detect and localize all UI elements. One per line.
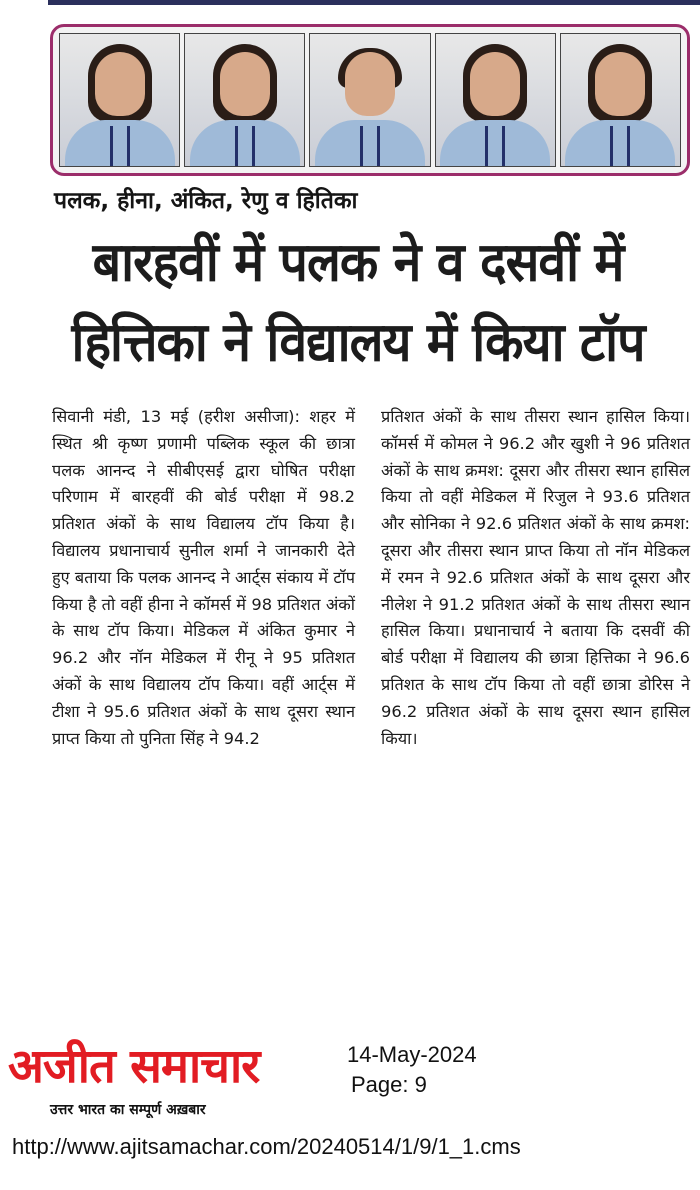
source-url[interactable]: http://www.ajitsamachar.com/20240514/1/9/1_1.cms xyxy=(12,1134,521,1159)
masthead-tagline: उत्तर भारत का सम्पूर्ण अख़बार xyxy=(50,1102,206,1118)
page-number: Page: 9 xyxy=(351,1072,427,1097)
photo-strip xyxy=(50,24,690,176)
headline xyxy=(38,222,678,382)
masthead-logo: अजीत समाचार xyxy=(8,1039,260,1094)
article-text-column-2: प्रतिशत अंकों के साथ तीसरा स्थान हासिल किया। कॉमर्स में कोमल ने 96.2 और खुशी ने 96 प्रतिशत अंकों के साथ क्रमश: दूसरा और तीसरा स्थान हासिल किया तो वहीं मेडिकल में रिजुल ने 93.6 प्रतिशत और सोनिका ने 92.6 प्रतिशत अंकों के साथ क्रमश: दूसरा और तीसरा स्थान प्राप्त किया तो नॉन मेडिकल में रमन ने 92.6 प्रतिशत अंकों के साथ दूसरा और नीलेश ने 91.2 प्रतिशत अंकों के साथ तीसरा स्थान हासिल किया। प्रधानाचार्य ने बताया कि दसवीं की बोर्ड परीक्षा में विद्यालय की छात्रा हित्तिका ने 96.6 प्रतिशत के साथ टॉप किया तो वहीं छात्रा डोरिस ने 96.2 प्रतिशत अंकों के साथ दूसरा स्थान हासिल किया। xyxy=(381,407,690,748)
student-photo-heena xyxy=(184,33,305,167)
photo-caption: पलक, हीना, अंकित, रेणु व हितिका xyxy=(54,188,358,214)
publication-date: 14-May-2024 xyxy=(347,1042,477,1067)
article-column-1 xyxy=(52,404,355,752)
top-rule xyxy=(48,0,700,5)
student-photo-hitika xyxy=(560,33,681,167)
headline-line-2: हित्तिका ने विद्यालय में किया टॉप xyxy=(71,310,645,374)
article-column-2 xyxy=(381,404,690,752)
student-photo-ankit xyxy=(309,33,430,167)
headline-line-1: बारहवीं में पलक ने व दसवीं में xyxy=(92,230,624,294)
article-text-column-1: सिवानी मंडी, 13 मई (हरीश असीजा): शहर में स्थित श्री कृष्ण प्रणामी पब्लिक स्कूल की छात्रा पलक आनन्द ने सीबीएसई द्वारा घोषित परीक्षा परिणाम में बारहवीं की बोर्ड परीक्षा में 98.2 प्रतिशत अंकों के साथ विद्यालय टॉप किया है। विद्यालय प्रधानाचार्य सुनील शर्मा ने जानकारी देते हुए बताया कि पलक आनन्द ने आर्ट्स संकाय में टॉप किया है तो वहीं हीना ने कॉमर्स में 98 प्रतिशत अंकों के साथ टॉप किया। मेडिकल में अंकित कुमार ने 96.2 और नॉन मेडिकल में रीनू ने 95 प्रतिशत अंकों के साथ विद्यालय टॉप किया। वहीं आर्ट्स में टीशा ने 95.6 प्रतिशत अंकों के साथ दूसरा स्थान प्राप्त किया तो पुनिता सिंह ने 94.2 xyxy=(52,407,356,748)
student-photo-renu xyxy=(435,33,556,167)
student-photo-palak xyxy=(59,33,180,167)
